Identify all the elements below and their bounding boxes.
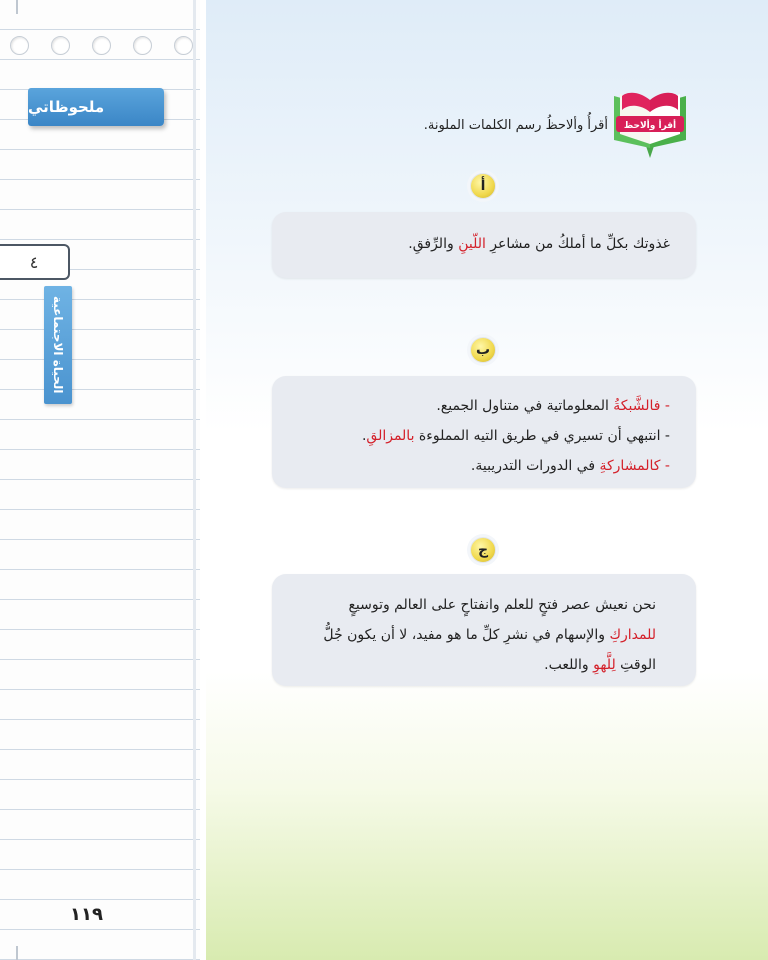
page-number: ١١٩ [70,904,103,925]
instruction-text: أقرأُ وألاحظُ رسم الكلمات الملونة. [423,118,608,133]
margin-tick [16,0,18,14]
open-book-icon [610,90,690,158]
example-card-a [272,212,696,278]
example-line: نحن نعيش عصر فتحٍ للعلم وانفتاحٍ على العالم وتوسيعٍ [348,597,656,613]
example-line: للمداركِ والإسهام في نشرِ كلِّ ما هو مفيد، لا أن يكون جُلُّ [323,627,656,643]
notes-tab [28,88,164,126]
binder-holes [10,36,193,55]
binder-hole [10,36,29,55]
binder-hole [133,36,152,55]
unit-name-tab [44,286,72,404]
margin-tick [16,946,18,960]
example-card-c [272,574,696,686]
unit-number: ٤ [29,252,39,272]
section-badge-b: ب [470,337,496,363]
highlighted-word: اللّينِ [458,236,486,252]
example-line: - انتبهي أن تسيري في طريق التيه المملوءة بالمزالقِ. [361,428,670,444]
notes-sidebar [0,0,200,960]
binder-hole [51,36,70,55]
example-line: - كالمشاركةِ في الدورات التدريبية. [470,458,670,474]
notes-tab-label: ملحوظاتي [28,98,105,116]
highlighted-word: فالشَّبكةُ [613,398,661,414]
binder-hole [174,36,193,55]
highlighted-word: للمداركِ [609,627,656,643]
highlighted-word: لِلَّهوِ [593,657,616,673]
unit-number-box [0,244,70,280]
highlighted-word: بالمزالقِ [366,428,415,444]
example-line: - فالشَّبكةُ المعلوماتية في متناول الجميع. [436,398,670,414]
example-line: غذوتك بكلِّ ما أملكُ من مشاعرِ اللّينِ والرِّفقِ. [408,236,670,252]
section-badge-c: ج [470,537,496,563]
highlighted-word: كالمشاركةِ [599,458,661,474]
binder-hole [92,36,111,55]
icon-book-label: أقرأ وألاحظ [623,121,677,131]
example-card-b [272,376,696,488]
example-line: الوقتِ لِلَّهوِ واللعب. [544,657,656,673]
section-badge-a: أ [470,173,496,199]
unit-name: الحياة الاجتماعية [51,296,65,394]
